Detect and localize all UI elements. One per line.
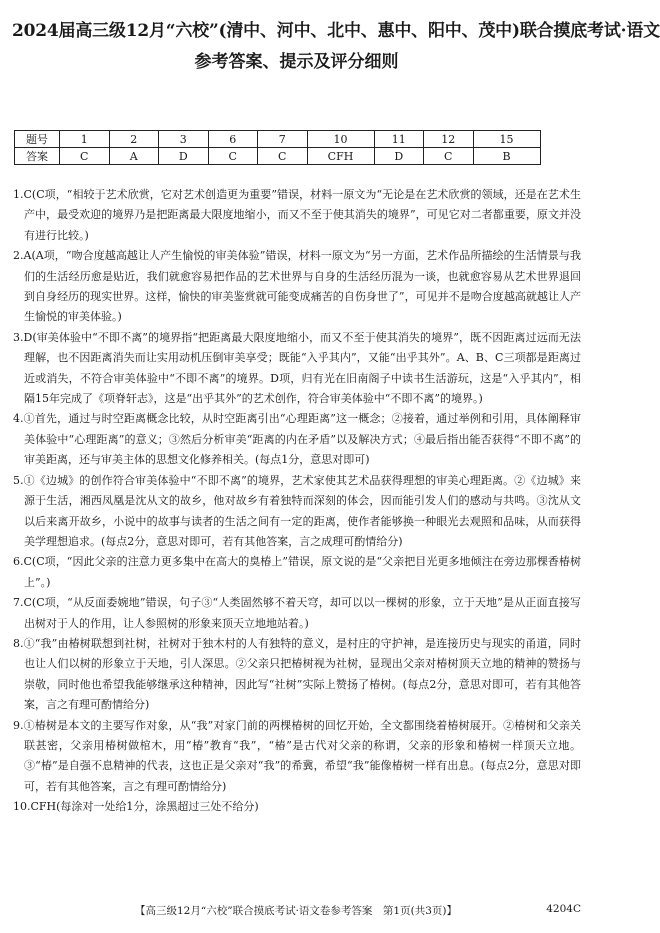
question-number: 10	[307, 131, 374, 148]
explanation-item-6: 6.C(C项，“因此父亲的注意力更多集中在高大的臭椿上”错误，原文说的是“父亲把目光更多地倾注在旁边那棵香椿树上”。)	[13, 555, 581, 589]
explanation-item-1: 1.C(C项，“相较于艺术欣赏，它对艺术创造更为重要”错误，材料一原文为“无论是在艺术欣赏的领域，还是在艺术生产中，最受欢迎的境界乃是把距离最大限度地缩小，而又不至于使其消失的境界”，可见它对二者都重要，原文并没有进行比较。)	[13, 188, 581, 242]
question-number: 12	[424, 131, 474, 148]
page-subtitle: 参考答案、提示及评分细则	[194, 52, 399, 72]
question-number: 7	[258, 131, 308, 148]
answer-cell: D	[159, 148, 209, 165]
explanation-item-4: 4.①首先，通过与时空距离概念比较，从时空距离引出“心理距离”这一概念；②接着，通过举例和引用，具体阐释审美体验中“心理距离”的意义；③然后分析审美“距离的内在矛盾”以及解决方式；④最后指出能否获得“不即不离”的审美距离，还与审美主体的思想文化修养相关。(每点1分，意思对即可)	[13, 412, 581, 467]
answer-cell: C	[208, 148, 258, 165]
answer-cell: A	[109, 148, 159, 165]
footer-page-info: 【高三级12月“六校”联合摸底考试·语文卷参考答案 第1页(共3页)】	[135, 905, 457, 917]
explanation-item-9: 9.①椿树是本文的主要写作对象，从“我”对家门前的两棵椿树的回忆开始，全文都围绕着椿树展开。②椿树和父亲关联甚密，父亲用椿树做棺木，用“椿”教育“我”，“椿”是古代对父亲的称谓，父亲的形象和椿树一样顶天立地。③“椿”是自强不息精神的代表，这也正是父亲对“我”的希冀，希望“我”能像椿树一样有出息。(每点2分，意思对即可，若有其他答案，言之有理可酌情给分)	[13, 718, 581, 793]
answer-table	[14, 130, 541, 165]
answer-cell: CFH	[307, 148, 374, 165]
row-label-number: 题号	[15, 131, 60, 148]
exam-title: 2024届高三级12月“六校”(清中、河中、北中、惠中、阳中、茂中)联合摸底考试·语文	[12, 21, 660, 41]
answer-table-number-row	[15, 131, 541, 148]
answer-table-answer-row	[15, 148, 541, 165]
question-number: 11	[374, 131, 424, 148]
explanation-item-5: 5.①《边城》的创作符合审美体验中“不即不离”的境界，艺术家使其艺术品获得理想的审美心理距离。②《边城》来源于生活，湘西凤凰是沈从文的故乡，他对故乡有着独特而深刻的体会，因而能引发人们的感动与共鸣。③沈从文以后来离开故乡，小说中的故事与读者的生活之间有一定的距离，使作者能够换一种眼光去观照和品味，从而获得美学理想追求。(每点2分，意思对即可，若有其他答案，言之成理可酌情给分)	[13, 473, 581, 548]
explanation-item-2: 2.A(A项，“吻合度越高越让人产生愉悦的审美体验”错误，材料一原文为“另一方面，艺术作品所描绘的生活情景与我们的生活经历愈是贴近，我们就愈容易把作品的艺术世界与自身的生活经历混为一谈，也就愈容易从艺术世界退回到自身经历的现实世界。这样，愉快的审美鉴赏就可能变成痛苦的自伤身世了”，可见并不是吻合度越高就越让人产生愉悦的审美体验。)	[13, 249, 581, 324]
answer-cell: C	[424, 148, 474, 165]
explanation-item-8: 8.①“我”由椿树联想到社树，社树对于独木村的人有独特的意义，是村庄的守护神，是连接历史与现实的甬道，同时也让人们以树的形象立于天地，引人深思。②父亲只把椿树视为社树，显现出父亲对椿树顶天立地的精神的赞扬与崇敬，同时他也希望我能够继承这种精神，因此写“社树”实际上赞扬了椿树。(每点2分，意思对即可，若有其他答案，言之有理可酌情给分)	[13, 636, 581, 712]
question-number: 3	[159, 131, 209, 148]
answer-cell: B	[473, 148, 540, 165]
explanation-item-7: 7.C(C项，“从反面委婉地”错误，句子③“人类固然够不着天穹，却可以以一棵树的形象，立于天地”是从正面直接写出树对于人的作用，让人参照树的形象来顶天立地地站着。)	[13, 596, 581, 630]
answer-cell: C	[60, 148, 110, 165]
question-number: 1	[60, 131, 110, 148]
explanations	[13, 185, 581, 818]
footer-code: 4204C	[546, 903, 581, 915]
question-number: 6	[208, 131, 258, 148]
explanation-item-3: 3.D(审美体验中“不即不离”的境界指“把距离最大限度地缩小，而又不至于使其消失的境界”，既不因距离过远而无法理解，也不因距离消失而让实用动机压倒审美享受；既能“入乎其内”，又能“出乎其外”。A、B、C三项都是距离过近或消失，不符合审美体验中“不即不离”的境界。D项，归有光在旧南阁子中读书生活游玩，这是“入乎其内”，相隔15年完成了《项脊轩志》，这是“出乎其外”的艺术创作，符合审美体验中“不即不离”的境界。)	[13, 330, 581, 406]
explanation-item-10: 10.CFH(每涂对一处给1分，涂黑超过三处不给分)	[13, 800, 259, 814]
question-number: 15	[473, 131, 540, 148]
question-number: 2	[109, 131, 159, 148]
row-label-answer: 答案	[15, 148, 60, 165]
answer-cell: D	[374, 148, 424, 165]
answer-cell: C	[258, 148, 308, 165]
